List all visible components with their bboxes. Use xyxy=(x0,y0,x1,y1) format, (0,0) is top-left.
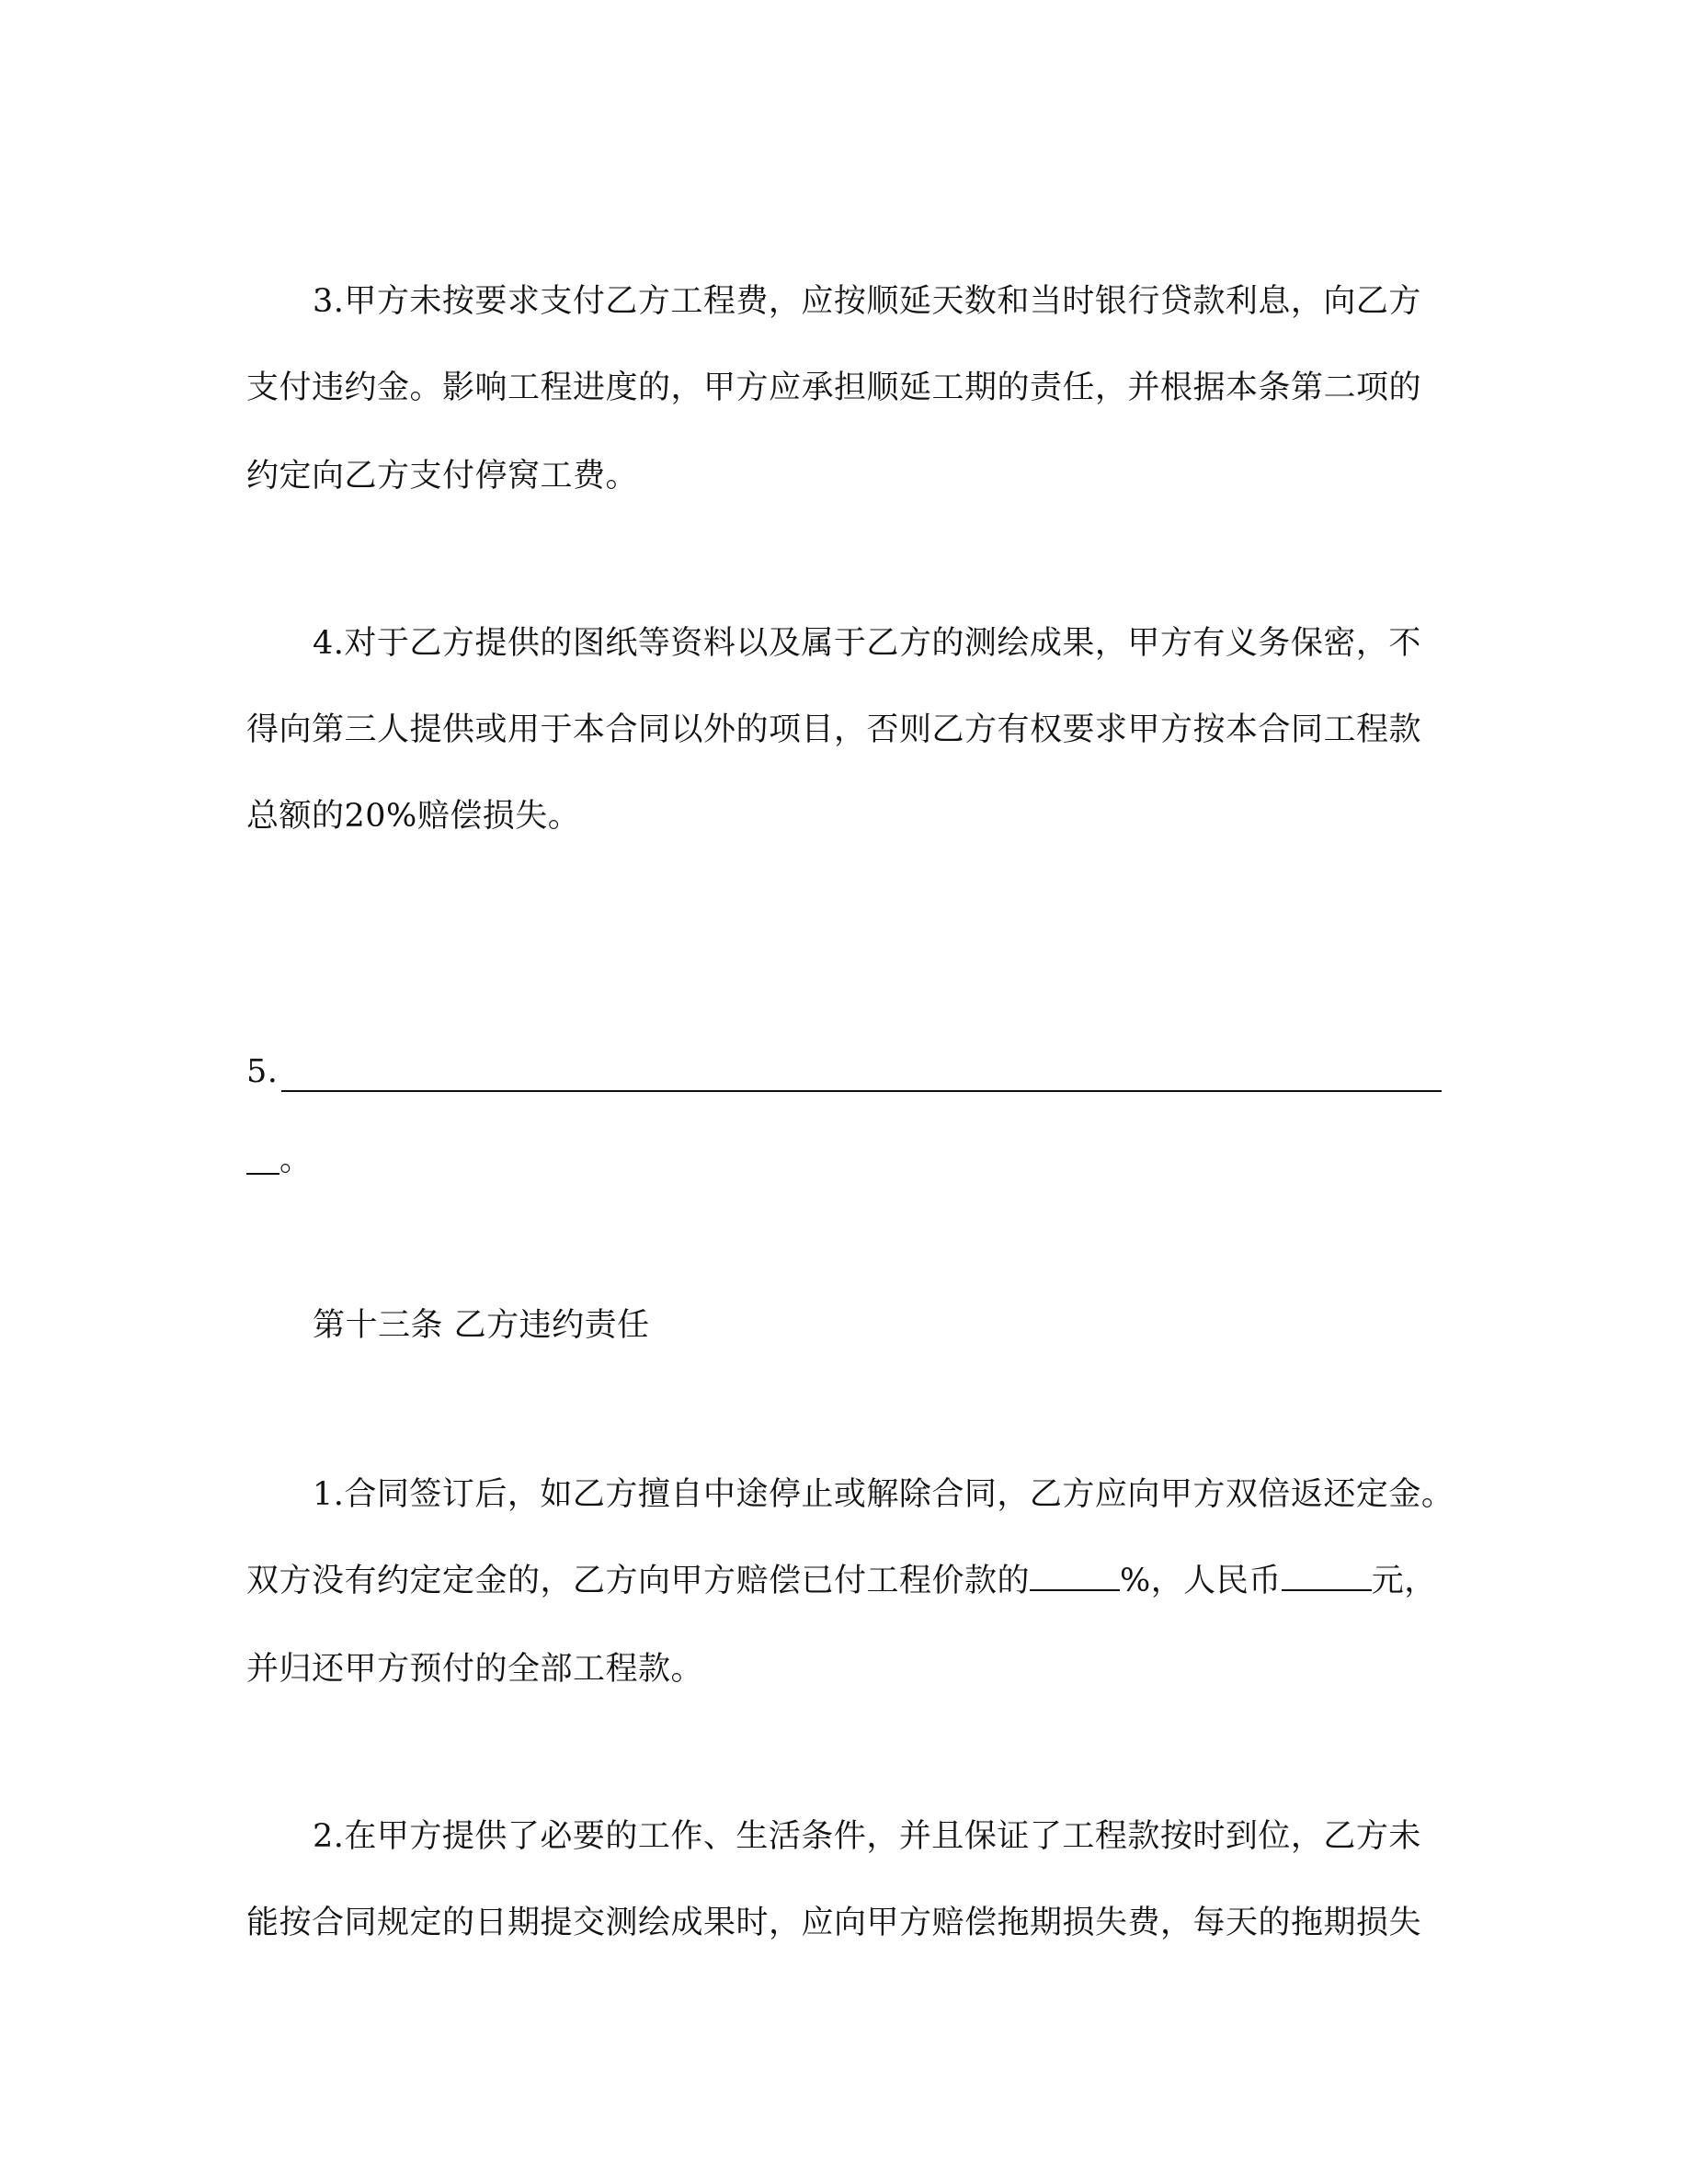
rmb-amount-blank xyxy=(1282,1562,1372,1591)
clause12-item4-line1: 4.对于乙方提供的图纸等资料以及属于乙方的测绘成果，甲方有义务保密，不 xyxy=(313,625,1421,662)
item1-line2-text-c: 元， xyxy=(1371,1563,1437,1599)
clause12-item3-line1: 3.甲方未按要求支付乙方工程费，应按顺延天数和当时银行贷款利息，向乙方 xyxy=(313,283,1421,320)
clause12-item5-suffix: 。 xyxy=(279,1142,313,1178)
clause13-item1-line2 xyxy=(246,1561,1442,1601)
clause12-item4-line2: 得向第三人提供或用于本合同以外的项目，否则乙方有权要求甲方按本合同工程款 xyxy=(246,711,1422,748)
clause12-item3-line2: 支付违约金。影响工程进度的，甲方应承担顺延工期的责任，并根据本条第二项的 xyxy=(246,370,1422,406)
clause13-item1-line3: 并归还甲方预付的全部工程款。 xyxy=(246,1651,704,1688)
item5-blank-line-continuation xyxy=(246,1173,279,1175)
item1-line2-text-a: 双方没有约定定金的，乙方向甲方赔偿已付工程价款的 xyxy=(246,1563,1031,1599)
clause13-item1-line1: 1.合同签订后，如乙方擅自中途停止或解除合同，乙方应向甲方双倍返还定金。 xyxy=(313,1476,1454,1513)
clause12-item3-line3: 约定向乙方支付停窝工费。 xyxy=(246,458,639,495)
clause13-heading: 第十三条 乙方违约责任 xyxy=(313,1307,650,1344)
clause12-item5-prefix: 5. xyxy=(246,1053,279,1090)
clause13-item2-line1: 2.在甲方提供了必要的工作、生活条件，并且保证了工程款按时到位，乙方未 xyxy=(313,1818,1421,1855)
item5-blank-line xyxy=(281,1090,1442,1092)
clause12-item4-line3: 总额的20%赔偿损失。 xyxy=(246,798,581,835)
percent-blank xyxy=(1030,1562,1120,1591)
clause13-item2-line2: 能按合同规定的日期提交测绘成果时，应向甲方赔偿拖期损失费，每天的拖期损失 xyxy=(246,1905,1422,1941)
item1-line2-text-b: %，人民币 xyxy=(1120,1563,1282,1599)
